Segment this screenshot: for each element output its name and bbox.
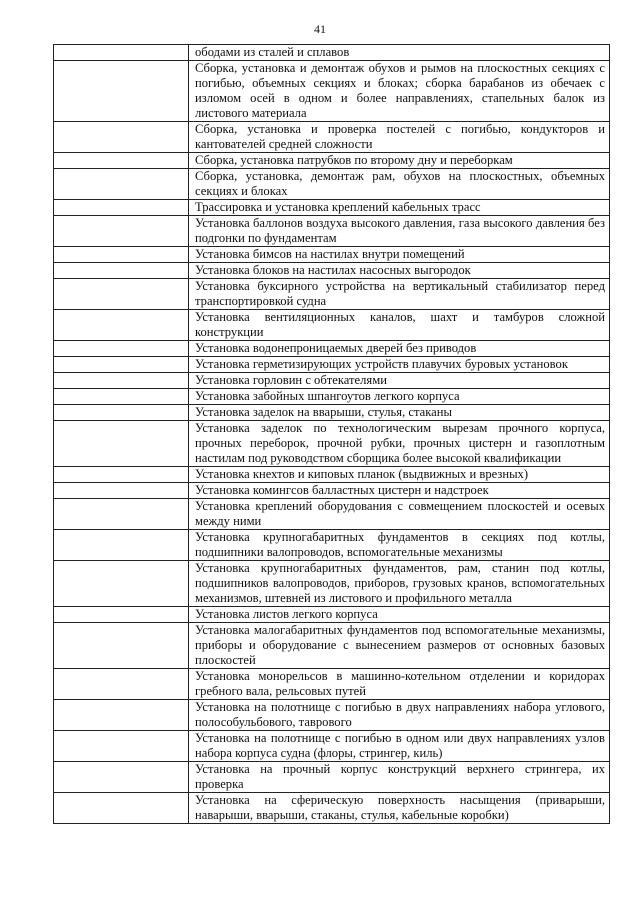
- table-row: [54, 421, 610, 467]
- empty-cell: [54, 669, 189, 700]
- table-row: [54, 467, 610, 483]
- empty-cell: [54, 483, 189, 499]
- table-row: [54, 216, 610, 247]
- empty-cell: [54, 373, 189, 389]
- page-number: 41: [314, 22, 326, 36]
- table-row: [54, 341, 610, 357]
- empty-cell: [54, 341, 189, 357]
- operation-cell: Установка забойных шпангоутов легкого корпуса: [189, 389, 610, 405]
- table-row: [54, 700, 610, 731]
- empty-cell: [54, 530, 189, 561]
- empty-cell: [54, 421, 189, 467]
- operation-cell: Сборка, установка патрубков по второму дну и переборкам: [189, 153, 610, 169]
- table-row: [54, 762, 610, 793]
- operation-cell: Установка крупногабаритных фундаментов в секциях под котлы, подшипники валопроводов, вспомогательные механизмы: [189, 530, 610, 561]
- empty-cell: [54, 45, 189, 61]
- operation-cell: Установка баллонов воздуха высокого давления, газа высокого давления без подгонки по фундаментам: [189, 216, 610, 247]
- operation-cell: Сборка, установка и проверка постелей с погибью, кондукторов и кантователей средней сложности: [189, 122, 610, 153]
- table-row: [54, 153, 610, 169]
- empty-cell: [54, 389, 189, 405]
- table-row: [54, 357, 610, 373]
- operation-cell: Установка заделок по технологическим вырезам прочного корпуса, прочных переборок, прочной рубки, прочных цистерн и газоплотным настилам под руководством сборщика более высокой квалификации: [189, 421, 610, 467]
- empty-cell: [54, 216, 189, 247]
- table-row: [54, 607, 610, 623]
- table-row: [54, 61, 610, 122]
- empty-cell: [54, 793, 189, 824]
- empty-cell: [54, 169, 189, 200]
- table-row: [54, 669, 610, 700]
- empty-cell: [54, 153, 189, 169]
- operation-cell: Установка заделок на вварыши, стулья, стаканы: [189, 405, 610, 421]
- table-row: [54, 263, 610, 279]
- empty-cell: [54, 357, 189, 373]
- operation-cell: Установка бимсов на настилах внутри помещений: [189, 247, 610, 263]
- operation-cell: Установка водонепроницаемых дверей без приводов: [189, 341, 610, 357]
- empty-cell: [54, 731, 189, 762]
- table-row: [54, 530, 610, 561]
- table-row: [54, 373, 610, 389]
- empty-cell: [54, 310, 189, 341]
- table-row: [54, 561, 610, 607]
- empty-cell: [54, 122, 189, 153]
- table-row: [54, 405, 610, 421]
- table-row: [54, 389, 610, 405]
- operation-cell: ободами из сталей и сплавов: [189, 45, 610, 61]
- empty-cell: [54, 61, 189, 122]
- operation-cell: Установка кнехтов и киповых планок (выдвижных и врезных): [189, 467, 610, 483]
- operation-cell: Установка герметизирующих устройств плавучих буровых установок: [189, 357, 610, 373]
- table-row: [54, 623, 610, 669]
- operation-cell: Установка вентиляционных каналов, шахт и тамбуров сложной конструкции: [189, 310, 610, 341]
- table-row: [54, 122, 610, 153]
- operation-cell: Установка крупногабаритных фундаментов, рам, станин под котлы, подшипников валопроводов, приборов, грузовых кранов, вспомогательных механизмов, штевней из листового и профильного металла: [189, 561, 610, 607]
- table-row: [54, 310, 610, 341]
- table-row: [54, 279, 610, 310]
- empty-cell: [54, 762, 189, 793]
- table-row: [54, 499, 610, 530]
- operation-cell: Сборка, установка и демонтаж обухов и рымов на плоскостных секциях с погибью, объемных секциях и блоках; сборка барабанов из обечаек с изломом осей в одном и более направлениях, стапельных балок из листового материала: [189, 61, 610, 122]
- table-row: [54, 169, 610, 200]
- table-row: [54, 247, 610, 263]
- empty-cell: [54, 405, 189, 421]
- empty-cell: [54, 607, 189, 623]
- table-row: [54, 45, 610, 61]
- operation-cell: Установка на полотнище с погибью в одном или двух направлениях узлов набора корпуса судна (флоры, стрингер, киль): [189, 731, 610, 762]
- empty-cell: [54, 561, 189, 607]
- empty-cell: [54, 467, 189, 483]
- table-row: [54, 483, 610, 499]
- empty-cell: [54, 200, 189, 216]
- operation-cell: Установка креплений оборудования с совмещением плоскостей и осевых между ними: [189, 499, 610, 530]
- operation-cell: Установка на прочный корпус конструкций верхнего стрингера, их проверка: [189, 762, 610, 793]
- empty-cell: [54, 623, 189, 669]
- work-operations-table: [53, 44, 610, 824]
- operation-cell: Установка листов легкого корпуса: [189, 607, 610, 623]
- operation-cell: Установка малогабаритных фундаментов под вспомогательные механизмы, приборы и оборудование с вынесением размеров от основных базовых плоскостей: [189, 623, 610, 669]
- table-row: [54, 793, 610, 824]
- operation-cell: Установка горловин с обтекателями: [189, 373, 610, 389]
- empty-cell: [54, 700, 189, 731]
- operation-cell: Сборка, установка, демонтаж рам, обухов на плоскостных, объемных секциях и блоках: [189, 169, 610, 200]
- operation-cell: Трассировка и установка креплений кабельных трасс: [189, 200, 610, 216]
- table-row: [54, 200, 610, 216]
- empty-cell: [54, 499, 189, 530]
- operation-cell: Установка буксирного устройства на вертикальный стабилизатор перед транспортировкой судна: [189, 279, 610, 310]
- table-row: [54, 731, 610, 762]
- operation-cell: Установка на полотнище с погибью в двух направлениях набора углового, полособульбового, таврового: [189, 700, 610, 731]
- operation-cell: Установка блоков на настилах насосных выгородок: [189, 263, 610, 279]
- empty-cell: [54, 247, 189, 263]
- operation-cell: Установка комингсов балластных цистерн и надстроек: [189, 483, 610, 499]
- empty-cell: [54, 263, 189, 279]
- empty-cell: [54, 279, 189, 310]
- operation-cell: Установка на сферическую поверхность насыщения (приварыши, наварыши, вварыши, стаканы, стулья, кабельные коробки): [189, 793, 610, 824]
- operation-cell: Установка монорельсов в машинно-котельном отделении и коридорах гребного вала, рельсовых путей: [189, 669, 610, 700]
